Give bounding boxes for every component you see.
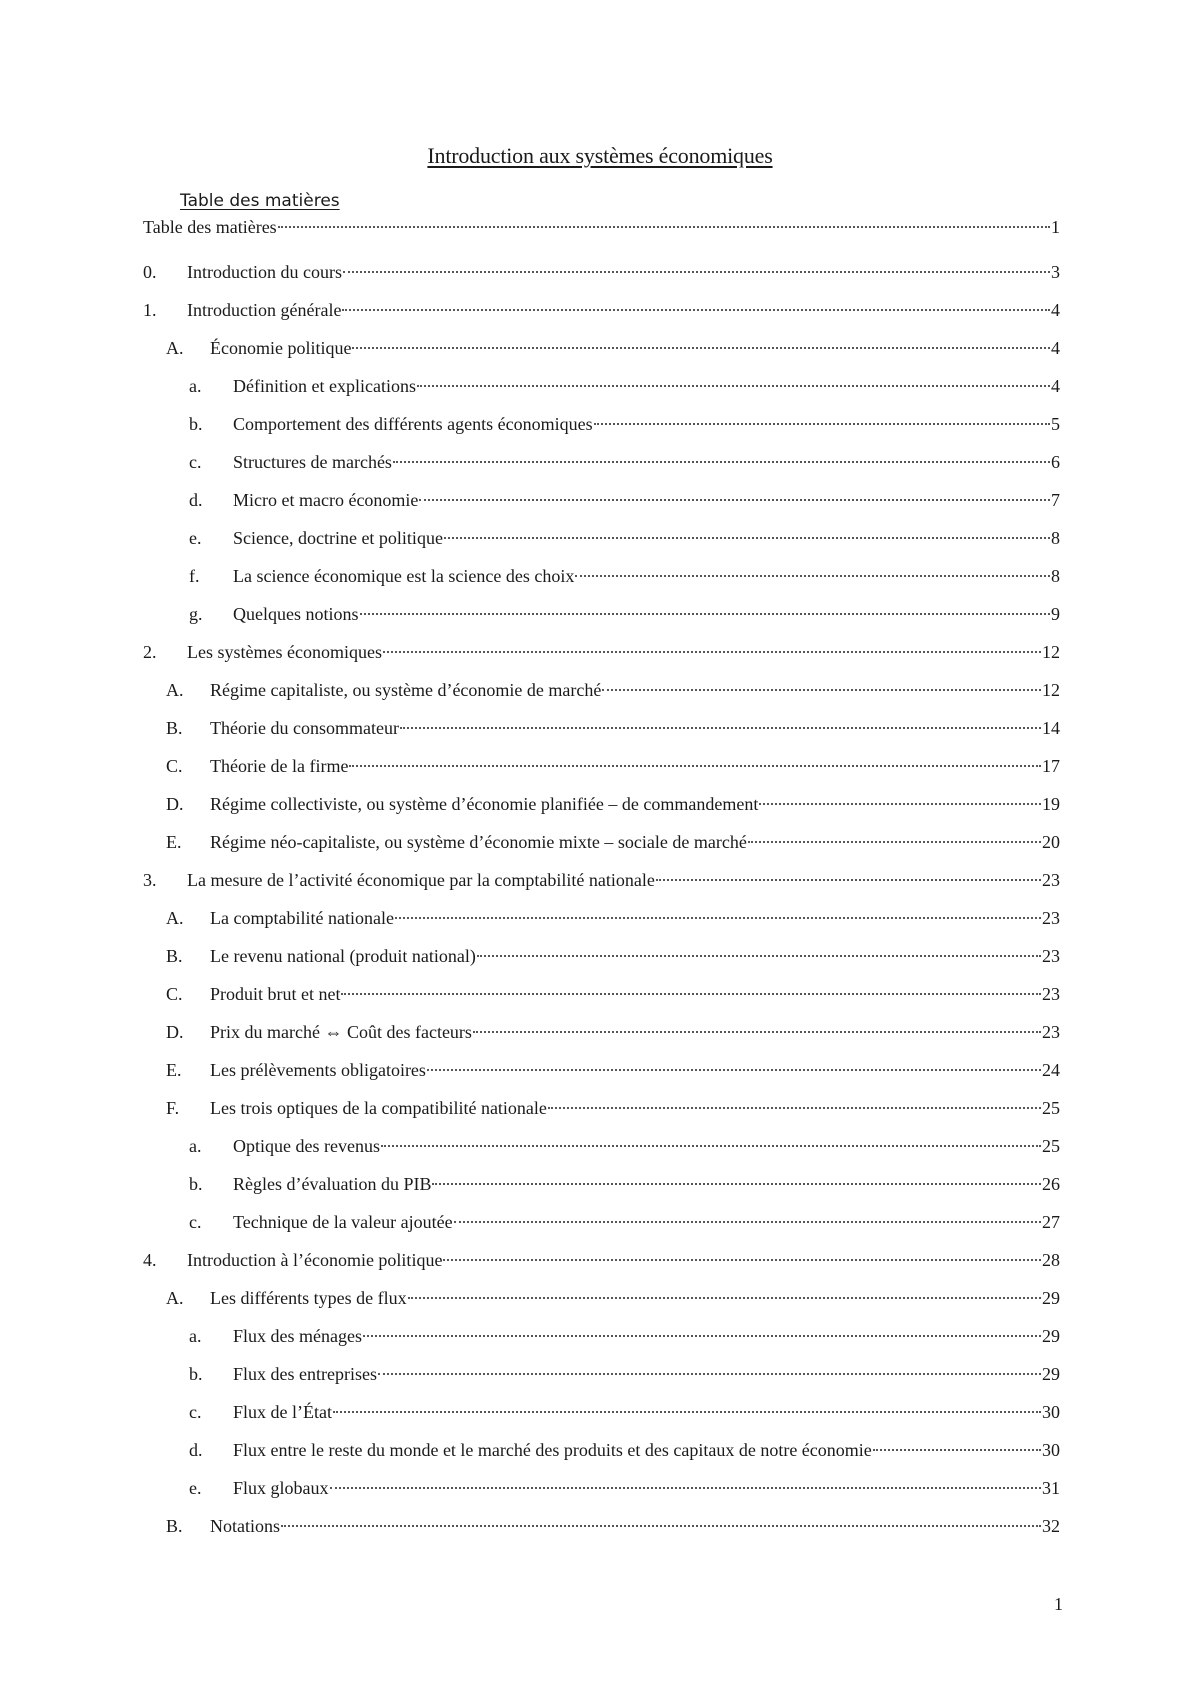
footer-page-number: 1 [1054,1594,1063,1614]
toc-entry-label: Régime néo-capitaliste, ou système d’économie mixte – sociale de marché [210,832,747,852]
toc-entry[interactable] [143,823,1060,861]
toc-entry[interactable] [143,1089,1060,1127]
toc-dot-leader [381,1145,1041,1147]
toc-entry[interactable] [143,557,1060,595]
toc-entry-label: Comportement des différents agents économiques [233,414,593,434]
toc-dot-leader [454,1221,1041,1223]
toc-entry-number: B. [166,946,183,966]
toc-entry-number: e. [189,1478,202,1498]
toc-entry-label: Notations [210,1516,280,1536]
toc-dot-leader [444,537,1050,539]
toc-entry[interactable] [143,899,1060,937]
toc-entry[interactable] [143,747,1060,785]
toc-entry-number: 0. [143,262,157,282]
toc-entry-page: 20 [1042,832,1060,852]
toc-entry-page: 4 [1051,376,1060,396]
toc-entry-label: Flux des ménages [233,1326,362,1346]
toc-entry-page: 25 [1042,1136,1060,1156]
toc-dot-leader [343,271,1050,273]
toc-entry-page: 4 [1051,338,1060,358]
toc-entry[interactable] [143,329,1060,367]
toc-entry-page: 25 [1042,1098,1060,1118]
toc-entry[interactable] [143,215,1060,239]
toc-entry-page: 24 [1042,1060,1060,1080]
toc-dot-leader [360,613,1051,615]
toc-dot-leader [383,651,1041,653]
toc-entry-page: 3 [1051,262,1060,282]
toc-entry-page: 29 [1042,1364,1060,1384]
toc-entry-number: f. [189,566,200,586]
toc-entry[interactable] [143,937,1060,975]
toc-entry-number: F. [166,1098,180,1118]
toc-entry[interactable] [143,709,1060,747]
table-of-contents [143,215,1060,1545]
toc-dot-leader [342,309,1050,311]
toc-entry-number: C. [166,756,183,776]
toc-entry[interactable] [143,1279,1060,1317]
toc-dot-leader [759,803,1041,805]
toc-entry-page: 23 [1042,870,1060,890]
toc-entry-page: 32 [1042,1516,1060,1536]
toc-entry-page: 8 [1051,528,1060,548]
toc-entry-page: 12 [1042,642,1060,662]
toc-entry-number: B. [166,1516,183,1536]
toc-entry[interactable] [143,1051,1060,1089]
toc-entry-number: 4. [143,1250,157,1270]
toc-entry-page: 29 [1042,1288,1060,1308]
toc-entry-number: 3. [143,870,157,890]
toc-entry-number: A. [166,1288,184,1308]
toc-entry-number: a. [189,1136,202,1156]
toc-entry-label: Technique de la valeur ajoutée [233,1212,453,1232]
toc-dot-leader [378,1373,1041,1375]
toc-entry-page: 7 [1051,490,1060,510]
toc-dot-leader [341,993,1041,995]
toc-dot-leader [395,917,1041,919]
toc-entry-page: 14 [1042,718,1060,738]
toc-entry-page: 29 [1042,1326,1060,1346]
toc-entry-label: Introduction générale [187,300,342,320]
toc-entry-page: 31 [1042,1478,1060,1498]
toc-dot-leader [477,955,1041,957]
toc-entry-label: Flux entre le reste du monde et le marché des produits et des capitaux de notre économie [233,1440,872,1460]
toc-entry-page: 27 [1042,1212,1060,1232]
toc-entry-label: Les prélèvements obligatoires [210,1060,426,1080]
toc-entry-label: Micro et macro économie [233,490,419,510]
toc-dot-leader [656,879,1041,881]
toc-entry-page: 19 [1042,794,1060,814]
toc-entry-label: Le revenu national (produit national) [210,946,476,966]
toc-entry-page: 23 [1042,946,1060,966]
toc-dot-leader [408,1297,1041,1299]
toc-dot-leader [473,1031,1041,1033]
toc-entry-number: b. [189,414,203,434]
toc-dot-leader [393,461,1050,463]
toc-entry-label: Flux des entreprises [233,1364,377,1384]
toc-entry-page: 28 [1042,1250,1060,1270]
toc-entry[interactable] [143,1127,1060,1165]
toc-entry-label: Prix du marché ⇔ Coût des facteurs [210,1022,472,1042]
toc-entry-label: Introduction à l’économie politique [187,1250,443,1270]
toc-entry-page: 30 [1042,1402,1060,1422]
toc-entry[interactable] [143,785,1060,823]
toc-entry-label: Régime collectiviste, ou système d’économie planifiée – de commandement [210,794,759,814]
toc-entry[interactable] [143,253,1060,291]
toc-entry-page: 30 [1042,1440,1060,1460]
toc-entry[interactable] [143,633,1060,671]
toc-entry-label: Théorie du consommateur [210,718,399,738]
toc-entry-number: E. [166,1060,182,1080]
toc-dot-leader [278,226,1050,228]
toc-entry-number: 2. [143,642,157,662]
toc-entry-number: d. [189,1440,203,1460]
toc-entry-label: Optique des revenus [233,1136,380,1156]
toc-dot-leader [333,1411,1041,1413]
toc-dot-leader [419,499,1050,501]
toc-entry-page: 5 [1051,414,1060,434]
toc-entry-number: b. [189,1174,203,1194]
toc-dot-leader [427,1069,1041,1071]
toc-entry-number: 1. [143,300,157,320]
toc-entry-label: Règles d’évaluation du PIB [233,1174,432,1194]
toc-entry-number: D. [166,794,184,814]
toc-entry-page: 1 [1051,217,1060,237]
toc-entry-label: La science économique est la science des choix [233,566,575,586]
toc-entry-number: C. [166,984,183,1004]
toc-entry-label: Les différents types de flux [210,1288,407,1308]
toc-entry-label: Flux de l’État [233,1402,332,1422]
toc-entry-label: Quelques notions [233,604,359,624]
toc-entry-label: Structures de marchés [233,452,392,472]
toc-entry-number: D. [166,1022,184,1042]
toc-entry-label: La mesure de l’activité économique par la comptabilité nationale [187,870,655,890]
toc-entry-number: e. [189,528,202,548]
toc-entry[interactable] [143,595,1060,633]
toc-dot-leader [548,1107,1041,1109]
toc-entry[interactable] [143,519,1060,557]
toc-dot-leader [602,689,1041,691]
toc-entry[interactable] [143,1165,1060,1203]
toc-dot-leader [873,1449,1041,1451]
toc-entry-number: g. [189,604,203,624]
toc-entry[interactable] [143,671,1060,709]
toc-entry-label: Table des matières [143,217,277,237]
toc-entry[interactable] [143,861,1060,899]
toc-dot-leader [352,347,1050,349]
toc-entry[interactable] [143,1507,1060,1545]
toc-dot-leader [432,1183,1041,1185]
toc-entry-label: Introduction du cours [187,262,342,282]
toc-entry-label: Les systèmes économiques [187,642,382,662]
toc-entry[interactable] [143,291,1060,329]
toc-entry-page: 23 [1042,1022,1060,1042]
toc-entry[interactable] [143,1013,1060,1051]
toc-entry-label: La comptabilité nationale [210,908,394,928]
toc-entry-number: A. [166,908,184,928]
toc-entry-page: 4 [1051,300,1060,320]
toc-dot-leader [400,727,1041,729]
toc-entry-label: Définition et explications [233,376,416,396]
toc-entry[interactable] [143,1317,1060,1355]
toc-entry-label: Économie politique [210,338,352,358]
toc-entry-number: c. [189,452,202,472]
toc-entry-page: 23 [1042,984,1060,1004]
toc-entry-number: a. [189,376,202,396]
toc-entry-number: E. [166,832,182,852]
toc-entry-page: 6 [1051,452,1060,472]
toc-entry[interactable] [143,443,1060,481]
toc-entry-number: B. [166,718,183,738]
toc-entry-label: Science, doctrine et politique [233,528,443,548]
toc-dot-leader [575,575,1050,577]
toc-dot-leader [594,423,1050,425]
toc-entry[interactable] [143,367,1060,405]
toc-entry-number: c. [189,1402,202,1422]
toc-entry[interactable] [143,975,1060,1013]
toc-entry-number: d. [189,490,203,510]
toc-entry-label: Régime capitaliste, ou système d’économie de marché [210,680,602,700]
toc-entry-page: 8 [1051,566,1060,586]
toc-dot-leader [330,1487,1041,1489]
toc-entry-page: 26 [1042,1174,1060,1194]
toc-entry-label: Les trois optiques de la compatibilité nationale [210,1098,547,1118]
toc-heading: Table des matières [180,191,340,211]
toc-entry-page: 17 [1042,756,1060,776]
toc-entry-number: a. [189,1326,202,1346]
toc-dot-leader [281,1525,1041,1527]
toc-entry[interactable] [143,1469,1060,1507]
toc-entry-label: Flux globaux [233,1478,329,1498]
toc-dot-leader [363,1335,1041,1337]
toc-entry[interactable] [143,1355,1060,1393]
toc-entry[interactable] [143,1241,1060,1279]
toc-entry-number: A. [166,338,184,358]
toc-entry-page: 23 [1042,908,1060,928]
toc-entry[interactable] [143,481,1060,519]
toc-entry[interactable] [143,1203,1060,1241]
document-title: Introduction aux systèmes économiques [427,143,773,168]
toc-entry-page: 9 [1051,604,1060,624]
toc-entry[interactable] [143,1431,1060,1469]
toc-dot-leader [417,385,1050,387]
toc-entry-number: b. [189,1364,203,1384]
toc-entry-page: 12 [1042,680,1060,700]
toc-entry[interactable] [143,405,1060,443]
toc-dot-leader [349,765,1041,767]
toc-entry-label: Théorie de la firme [210,756,349,776]
toc-entry-label: Produit brut et net [210,984,341,1004]
toc-dot-leader [748,841,1041,843]
toc-entry[interactable] [143,1393,1060,1431]
toc-entry-number: c. [189,1212,202,1232]
toc-dot-leader [443,1259,1041,1261]
toc-entry-number: A. [166,680,184,700]
